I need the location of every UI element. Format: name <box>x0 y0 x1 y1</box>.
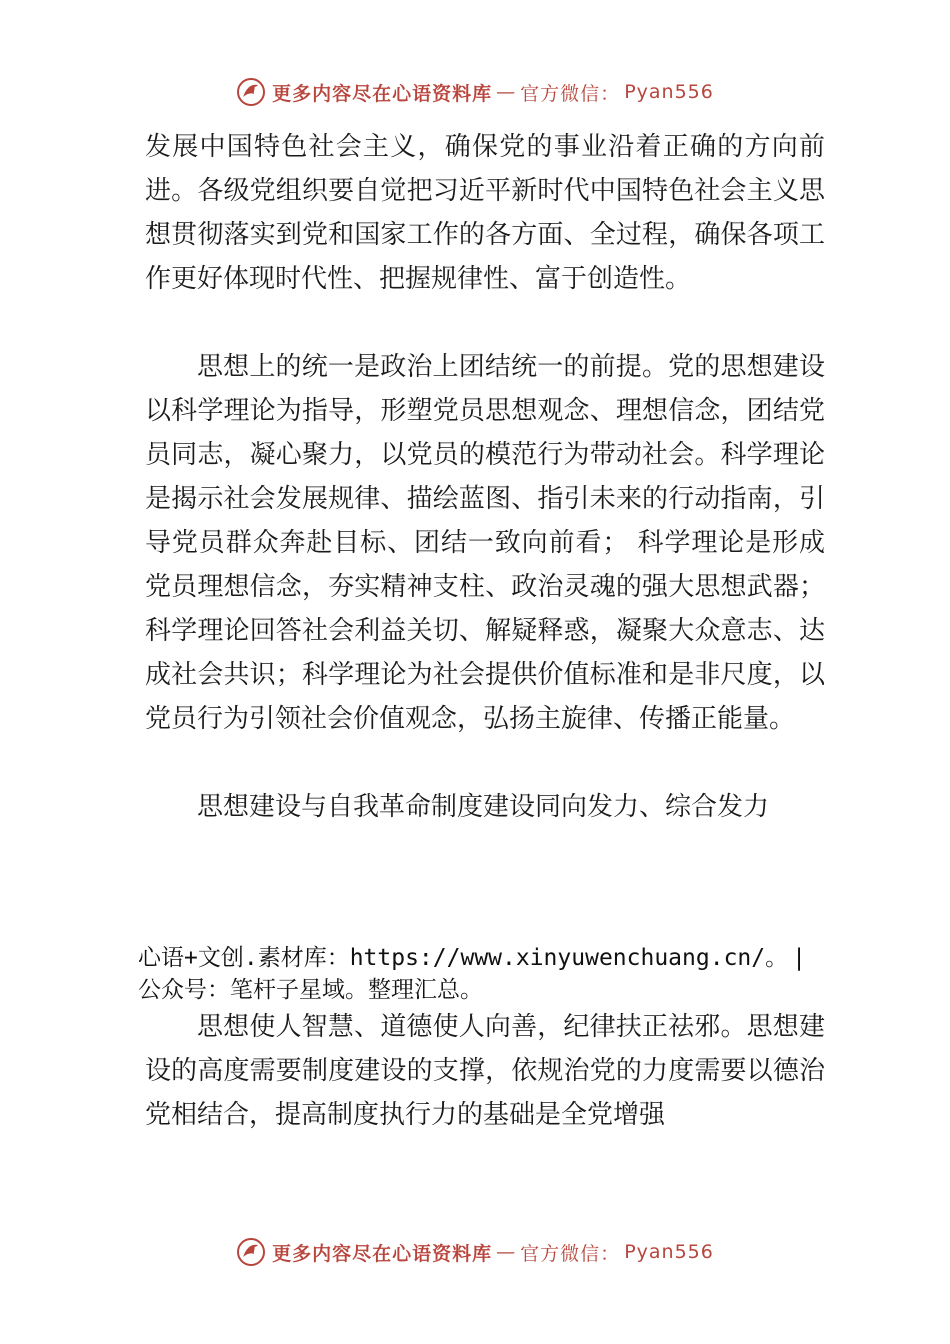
banner-wechat-id: Pyan556 <box>624 81 714 103</box>
paragraph-4: 思想使人智慧、道德使人向善，纪律扶正祛邪。思想建设的高度需要制度建设的支撑，依规治党的力度需要以德治党相结合，提高制度执行力的基础是全党增强 <box>145 1012 825 1130</box>
banner-dash: — <box>496 81 517 103</box>
fox-logo-icon <box>236 77 266 107</box>
banner-wechat-id: Pyan556 <box>624 1241 714 1263</box>
fox-logo-icon <box>236 1237 266 1267</box>
banner-wechat-label: 官方微信： <box>520 1242 621 1265</box>
banner-title: 更多内容尽在心语资料库 <box>272 82 493 105</box>
paragraph-1: 发展中国特色社会主义，确保党的事业沿着正确的方向前进。各级党组织要自觉把习近平新时代中国特色社会主义思想贯彻落实到党和国家工作的各方面、全过程，确保各项工作更好体现时代性、把握规律性、富于创造性。 <box>145 132 825 294</box>
notice-url-text: 心语+文创.素材库：https://www.xinyuwenchuang.cn/。 <box>138 945 789 971</box>
footer-banner <box>0 1232 950 1272</box>
banner-wechat-label: 官方微信： <box>520 82 621 105</box>
notice-bar: | <box>792 945 806 971</box>
notice-line-2: 公众号：笔杆子星域。整理汇总。 <box>138 977 483 1003</box>
banner-dash: — <box>496 1241 517 1263</box>
header-banner <box>0 72 950 112</box>
section-heading: 思想建设与自我革命制度建设同向发力、综合发力 <box>197 792 770 822</box>
paragraph-2: 思想上的统一是政治上团结统一的前提。党的思想建设以科学理论为指导，形塑党员思想观念、理想信念，团结党员同志，凝心聚力，以党员的模范行为带动社会。科学理论是揭示社会发展规律、描绘蓝图、指引未来的行动指南，引导党员群众奔赴目标、团结一致向前看； 科学理论是形成党员理想信念，夯实精神支柱、政治灵魂的强大思想武器；科学理论回答社会利益关切、解疑释惑，凝聚大众意志、达成社会共识；科学理论为社会提供价值标准和是非尺度，以党员行为引领社会价值观念，弘扬主旋律、传播正能量。 <box>145 352 825 734</box>
banner-title: 更多内容尽在心语资料库 <box>272 1242 493 1265</box>
notice-line-1 <box>138 942 838 974</box>
source-notice <box>138 942 838 1006</box>
document-body <box>145 125 825 829</box>
